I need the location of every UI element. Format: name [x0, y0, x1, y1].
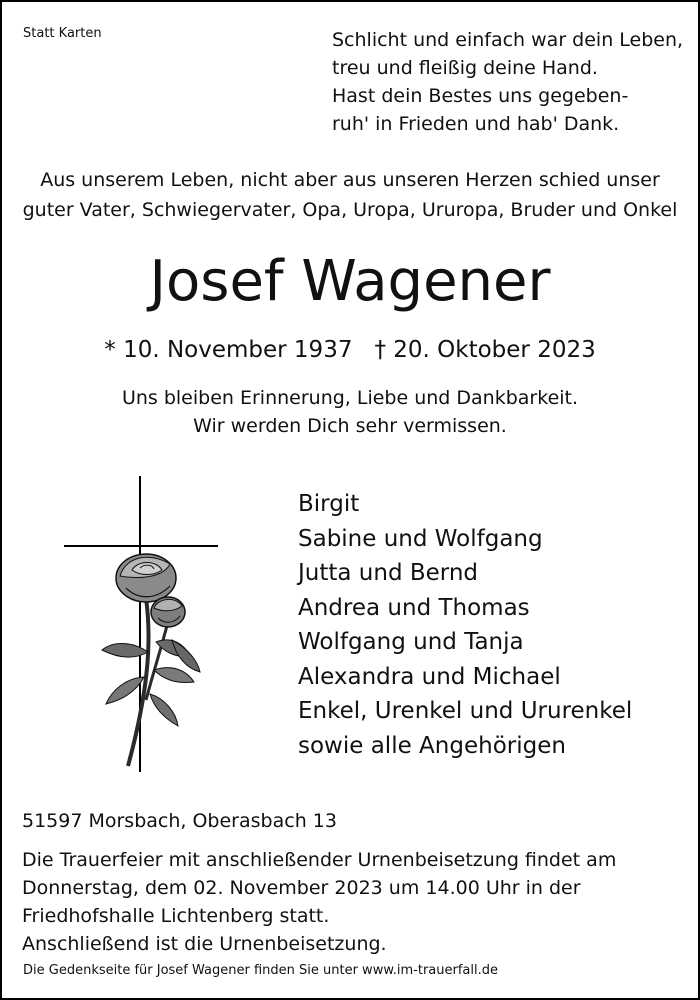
intro-line: Aus unserem Leben, nicht aber aus unseren Herzen schied unser [40, 169, 660, 191]
intro-text [2, 165, 698, 225]
service-line: Friedhofshalle Lichtenberg statt. [22, 905, 330, 927]
memory-line: Wir werden Dich sehr vermissen. [193, 415, 507, 437]
mourner-entry: Sabine und Wolfgang [298, 525, 543, 552]
deceased-name: Josef Wagener [149, 249, 551, 314]
statt-karten-label: Statt Karten [23, 26, 102, 41]
poem-line: ruh' in Frieden und hab' Dank. [332, 113, 620, 135]
service-details [22, 807, 616, 958]
poem [332, 26, 683, 138]
mourner-entry: Birgit [298, 491, 360, 517]
cross-with-rose-icon [60, 472, 230, 777]
address: 51597 Morsbach, Oberasbach 13 [22, 810, 337, 832]
mourner-entry: Wolfgang und Tanja [298, 629, 524, 655]
poem-line: Hast dein Bestes uns gegeben- [332, 85, 629, 107]
birth-date: * 10. November 1937 [104, 337, 353, 363]
death-date: † 20. Oktober 2023 [374, 337, 596, 363]
memorial-page-note: Die Gedenkseite für Josef Wagener finden Sie unter www.im-trauerfall.de [23, 963, 499, 978]
mourners-list [298, 487, 632, 763]
mourner-entry: Alexandra und Michael [298, 663, 561, 690]
service-line: Anschließend ist die Urnenbeisetzung. [22, 933, 387, 955]
mourner-entry: sowie alle Angehörigen [298, 732, 566, 759]
life-dates [2, 332, 698, 368]
mourner-entry: Enkel, Urenkel und Ururenkel [298, 698, 633, 724]
mourner-entry: Jutta und Bernd [298, 560, 479, 586]
service-line: Die Trauerfeier mit anschließender Urnenbeisetzung findet am [22, 849, 617, 871]
memory-text [2, 384, 698, 440]
mourner-entry: Andrea und Thomas [298, 594, 530, 621]
memory-line: Uns bleiben Erinnerung, Liebe und Dankbarkeit. [121, 387, 579, 409]
service-line: Donnerstag, dem 02. November 2023 um 14.00 Uhr in der [22, 877, 581, 899]
poem-line: Schlicht und einfach war dein Leben, [332, 29, 684, 51]
intro-line: guter Vater, Schwiegervater, Opa, Uropa, Ururopa, Bruder und Onkel [22, 199, 678, 221]
poem-line: treu und fleißig deine Hand. [332, 57, 598, 79]
